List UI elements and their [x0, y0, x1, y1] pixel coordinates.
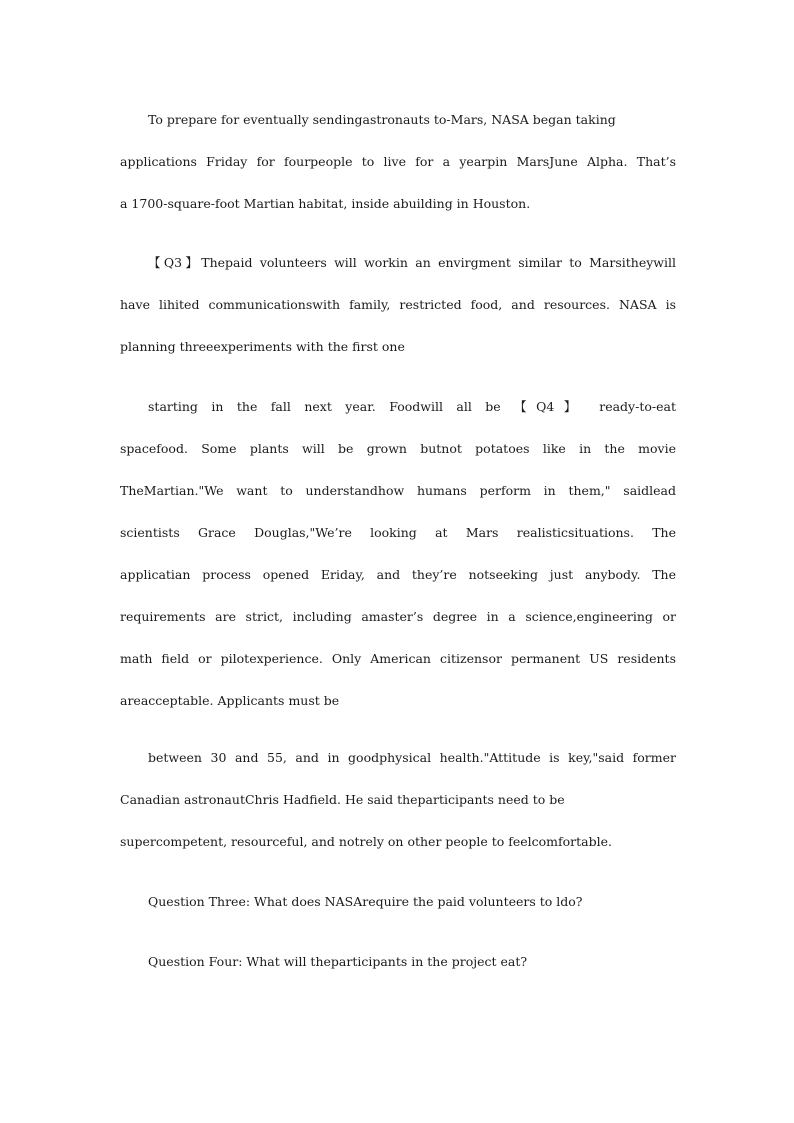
paragraph-line: between 30 and 55, and in goodphysical health."Attitude is key,"said former	[148, 750, 676, 765]
paragraph-4	[120, 737, 676, 863]
paragraph-line: applications Friday for fourpeople to live for a yearpin MarsJune Alpha. That’s	[120, 154, 676, 169]
paragraph-2	[120, 242, 676, 368]
paragraph-3	[120, 386, 676, 722]
paragraph-1	[120, 99, 676, 225]
question-four	[120, 941, 676, 983]
question-line: Question Four: What will theparticipants in the project eat?	[148, 954, 528, 969]
paragraph-line: requirements are strict, including amaster’s degree in a science,engineering or	[120, 609, 676, 624]
paragraph-line: have lihited communicationswith family, restricted food, and resources. NASA is	[120, 297, 676, 312]
paragraph-line: math field or pilotexperience. Only American citizensor permanent US residents	[120, 651, 676, 666]
paragraph-line: TheMartian."We want to understandhow humans perform in them," saidlead	[120, 483, 676, 498]
paragraph-line: starting in the fall next year. Foodwill all be 【Q4】 ready-to-eat	[148, 399, 676, 414]
paragraph-line: Canadian astronautChris Hadfield. He said theparticipants need to be	[120, 792, 565, 807]
paragraph-line: scientists Grace Douglas,"We’re looking at Mars realisticsituations. The	[120, 525, 676, 540]
question-three	[120, 881, 676, 923]
paragraph-line: 【Q3】Thepaid volunteers will workin an envirgment similar to Marsitheywill	[148, 255, 676, 270]
paragraph-line: supercompetent, resourceful, and notrely on other people to feelcomfortable.	[120, 834, 612, 849]
paragraph-line: spacefood. Some plants will be grown butnot potatoes like in the movie	[120, 441, 676, 456]
paragraph-line: a 1700-square-foot Martian habitat, inside abuilding in Houston.	[120, 196, 531, 211]
paragraph-line: To prepare for eventually sendingastronauts to-Mars, NASA began taking	[148, 112, 616, 127]
paragraph-line: areacceptable. Applicants must be	[120, 693, 340, 708]
paragraph-line: planning threeexperiments with the first one	[120, 339, 405, 354]
question-line: Question Three: What does NASArequire the paid volunteers to ldo?	[148, 894, 583, 909]
paragraph-line: applicatian process opened Eriday, and they’re notseeking just anybody. The	[120, 567, 676, 582]
